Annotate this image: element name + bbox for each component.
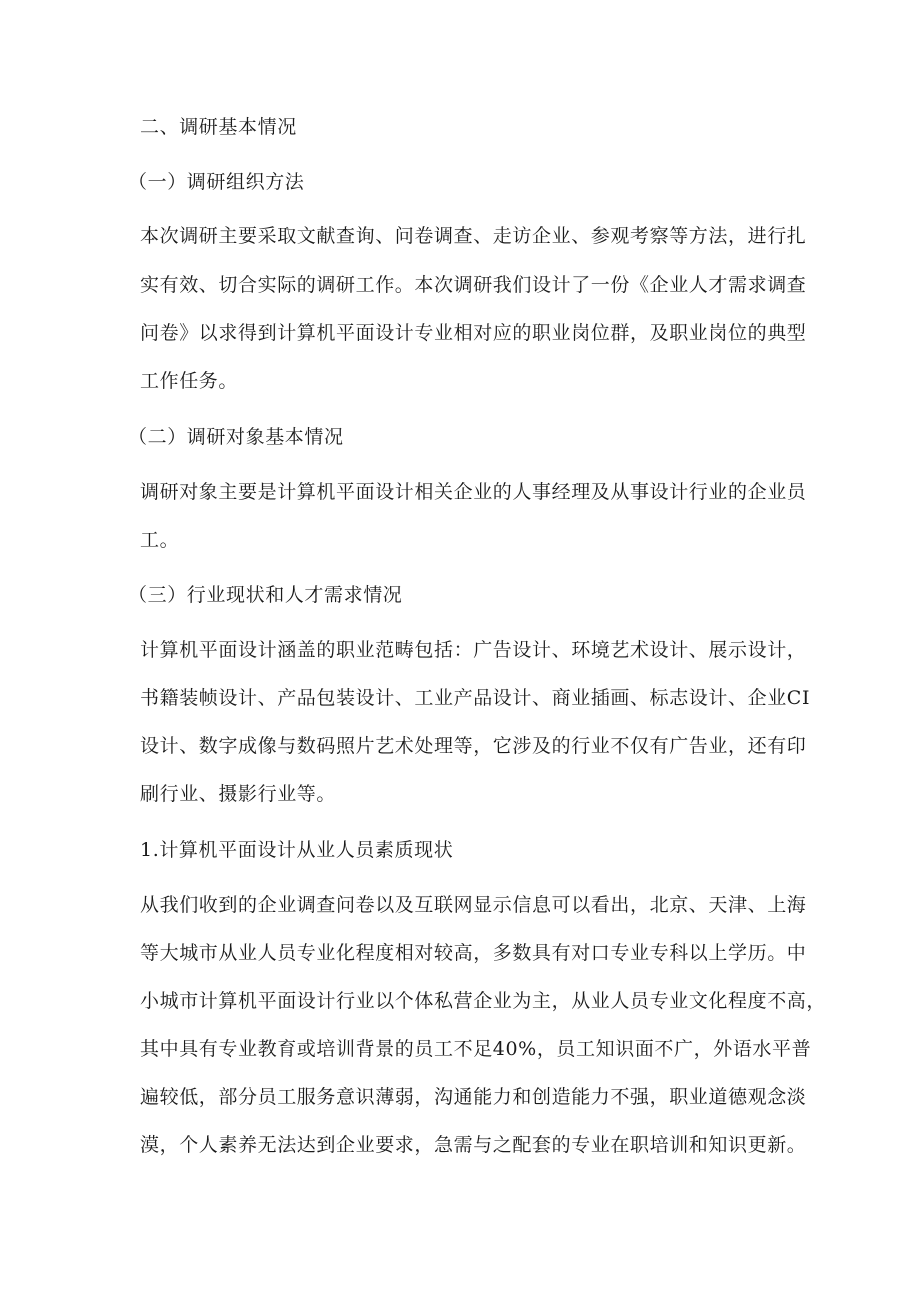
paragraph-line: 其中具有专业教育或培训背景的员工不足40%，员工知识面不广，外语水平普 (140, 1038, 812, 1060)
subsection-title-3: （三）行业现状和人才需求情况 (128, 584, 403, 606)
subsection-title-1: （一）调研组织方法 (128, 171, 305, 193)
paragraph-line: 问卷》以求得到计算机平面设计专业相对应的职业岗位群，及职业岗位的典型 (140, 322, 807, 344)
paragraph-line: 计算机平面设计涵盖的职业范畴包括：广告设计、环境艺术设计、展示设计， (140, 639, 807, 661)
paragraph-line: 调研对象主要是计算机平面设计相关企业的人事经理及从事设计行业的企业员 (140, 481, 807, 503)
paragraph-line: 刷行业、摄影行业等。 (140, 783, 337, 805)
paragraph-line: 本次调研主要采取文献查询、问卷调查、走访企业、参观考察等方法，进行扎 (140, 225, 807, 247)
section-title: 二、调研基本情况 (140, 116, 297, 138)
paragraph-line: 书籍装帧设计、产品包装设计、工业产品设计、商业插画、标志设计、企业CI (140, 687, 811, 709)
paragraph-line: 工作任务。 (140, 370, 239, 392)
paragraph-line: 等大城市从业人员专业化程度相对较高，多数具有对口专业专科以上学历。中 (140, 942, 807, 964)
paragraph-line: 遍较低，部分员工服务意识薄弱，沟通能力和创造能力不强，职业道德观念淡 (140, 1086, 807, 1108)
paragraph-line: 设计、数字成像与数码照片艺术处理等，它涉及的行业不仅有广告业，还有印 (140, 735, 807, 757)
paragraph-line: 实有效、切合实际的调研工作。本次调研我们设计了一份《企业人才需求调查 (140, 274, 807, 296)
subsection-title-2: （二）调研对象基本情况 (128, 426, 344, 448)
paragraph-line: 小城市计算机平面设计行业以个体私营企业为主，从业人员专业文化程度不高， (140, 990, 827, 1012)
paragraph-line: 漠，个人素养无法达到企业要求，急需与之配套的专业在职培训和知识更新。 (140, 1134, 807, 1156)
item-title-1: 1.计算机平面设计从业人员素质现状 (140, 839, 454, 861)
paragraph-line: 工。 (140, 529, 180, 551)
paragraph-line: 从我们收到的企业调查问卷以及互联网显示信息可以看出，北京、天津、上海 (140, 894, 807, 916)
